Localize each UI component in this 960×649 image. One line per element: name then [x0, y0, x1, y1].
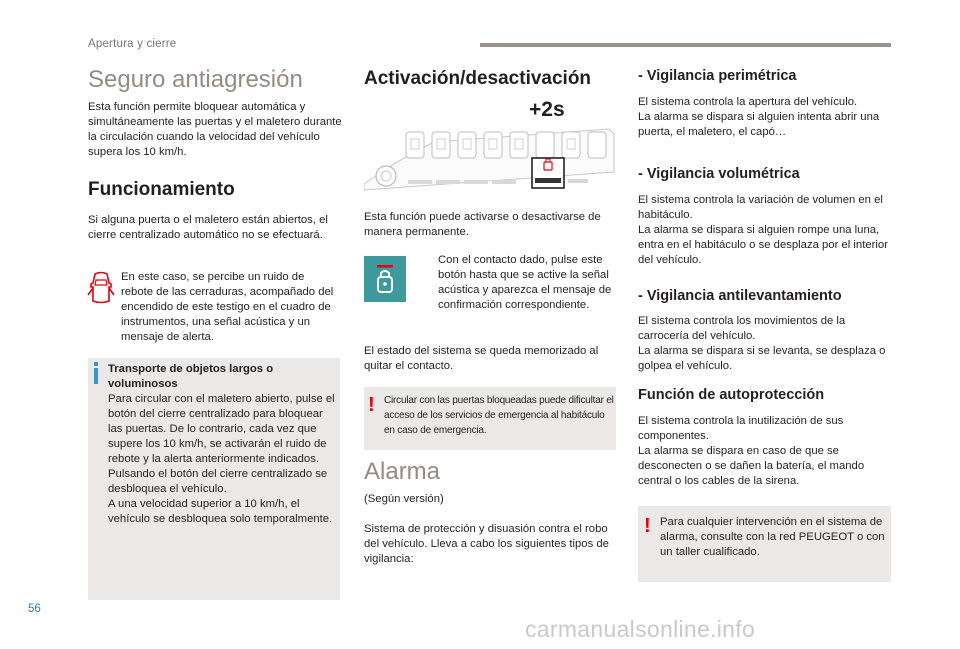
lift-paragraph: El sistema controla los movimientos de la carrocería del vehículo. La alarma se dispara si se levanta, se desplaza o golpea el vehículo.	[638, 315, 886, 372]
info-icon	[93, 362, 99, 384]
func-note: En este caso, se percibe un ruido de rebote de las cerraduras, acompañado del encendido de este testigo en el cuadro de instrumentos, una señal acústica y un mensaje de alerta.	[121, 271, 334, 343]
page-number: 56	[28, 603, 41, 615]
info-text: Para circular con el maletero abierto, pulse el botón del cierre centralizado para bloquear las puertas. De lo contrario, cada vez que supere los 10 km/h, se activarán el ruido de rebote y la alerta anteriormente indicados. Pulsando el botón del cierre centralizado se desbloquea el vehículo. A una velocidad superior a 10 km/h, el vehículo se desbloquea solo temporalmente.	[108, 393, 335, 525]
info-title: Transporte de objetos largos o voluminosos	[108, 363, 274, 390]
auto-paragraph: El sistema controla la inutilización de sus componentes. La alarma se dispara en caso de que se desconecten o se dañen la batería, el mando central o los cables de la sirena.	[638, 415, 865, 487]
step-text: Con el contacto dado, pulse este botón hasta que se active la señal acústica y aparezca el mensaje de confirmación correspondiente.	[438, 254, 612, 311]
alarm-version: (Según versión)	[364, 493, 444, 505]
section-title-alarma: Alarma	[364, 458, 441, 485]
warning-exclamation-icon: !	[368, 394, 375, 416]
console-illustration	[364, 124, 616, 196]
running-header: Apertura y cierre	[88, 38, 177, 50]
heading-antilevantamiento: - Vigilancia antilevantamiento	[638, 288, 842, 304]
heading-volumetrica: - Vigilancia volumétrica	[638, 166, 800, 182]
header-rule	[480, 43, 891, 47]
warning-box-emergency	[364, 387, 616, 450]
heading-funcionamiento: Funcionamiento	[88, 179, 235, 200]
warning-peugeot-text: Para cualquier intervención en el sistema de alarma, consulte con la red PEUGEOT o con un taller cualificado.	[660, 516, 885, 558]
func-paragraph: Si alguna puerta o el maletero están abiertos, el cierre centralizado automático no se efectuará.	[88, 214, 328, 241]
section-title-seguro: Seguro antiagresión	[88, 66, 303, 93]
vol-paragraph: El sistema controla la variación de volumen en el habitáculo. La alarma se dispara si alguien rompe una luna, entra en el habitáculo o se desplaza por el interior del vehículo.	[638, 194, 888, 266]
heading-activacion: Activación/desactivación	[364, 68, 592, 89]
heading-autoproteccion: Función de autoprotección	[638, 387, 825, 403]
perim-paragraph: El sistema controla la apertura del vehículo. La alarma se dispara si alguien intenta abrir una puerta, el maletero, el capó…	[638, 96, 880, 138]
warning-box-peugeot	[638, 506, 891, 582]
heading-perimetrica: - Vigilancia perimétrica	[638, 68, 797, 84]
alarm-paragraph: Sistema de protección y disuasión contra el robo del vehículo. Lleva a cabo los siguientes tipos de vigilancia:	[364, 523, 609, 565]
lock-button-icon	[364, 256, 406, 302]
activation-paragraph: Esta función puede activarse o desactivarse de manera permanente.	[364, 211, 601, 238]
warning-text: Circular con las puertas bloqueadas puede dificultar el acceso de los servicios de emergencia al habitáculo en caso de emergencia.	[384, 395, 614, 436]
info-box-long-objects	[88, 358, 340, 600]
memory-paragraph: El estado del sistema se queda memorizado al quitar el contacto.	[364, 345, 599, 372]
intro-paragraph: Esta función permite bloquear automática y simultáneamente las puertas y el maletero durante la circulación cuando la velocidad del vehículo supera los 10 km/h.	[88, 101, 342, 158]
hold-duration-label: +2s	[529, 98, 565, 121]
door-open-warning-icon	[86, 271, 116, 307]
watermark: carmanualsonline.info	[525, 616, 756, 642]
warning-exclamation-icon: !	[644, 515, 651, 537]
